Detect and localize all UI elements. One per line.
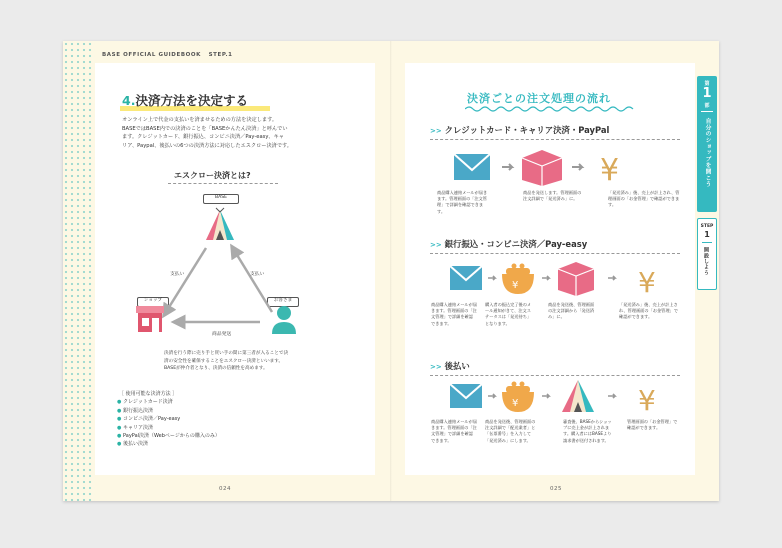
desc-line: 済の安全性を確保することをエスクロー決済といいます。 bbox=[164, 358, 284, 364]
flow-caption: 購入者の振込完了後のメール通知がきて、注文ステータスは「発送待ち」となります。 bbox=[485, 302, 532, 326]
arrow-icon bbox=[572, 164, 582, 170]
arrow-icon bbox=[608, 394, 615, 398]
running-header bbox=[102, 52, 233, 58]
flow-row-1 bbox=[450, 148, 680, 188]
flow-caption: 商品購入連絡メールが届きます。管理画面の「注文管理」で詳細を確認できます。 bbox=[437, 190, 488, 214]
list-item: ● コンビニ決済／Pay-easy bbox=[117, 416, 181, 423]
chapter-suffix: 部 bbox=[704, 103, 710, 109]
list-item: ● PayPal決済（Webページからの購入のみ） bbox=[117, 433, 220, 440]
tab-divider bbox=[701, 111, 713, 112]
step-tab-label: STEP bbox=[700, 224, 714, 229]
step-divider bbox=[702, 242, 712, 243]
yen-icon: ¥ bbox=[600, 153, 620, 188]
ship-label: 商品発送 bbox=[212, 332, 232, 337]
purse-icon bbox=[502, 382, 534, 413]
person-icon bbox=[272, 306, 296, 334]
pay-label-left: 支払い bbox=[170, 272, 185, 277]
guide-title: BASE OFFICIAL GUIDEBOOK bbox=[102, 52, 202, 58]
pay-label-right: 支払い bbox=[250, 272, 265, 277]
list-item: ● クレジットカード決済 bbox=[117, 399, 173, 406]
shop-icon bbox=[136, 306, 164, 332]
escrow-underline bbox=[168, 181, 278, 184]
escrow-diagram bbox=[130, 200, 305, 350]
step-tab[interactable] bbox=[697, 218, 717, 290]
title-wave bbox=[465, 106, 635, 112]
intro-line: BASEではBASE内での決済のことを「BASEかんたん決済」と呼んでい bbox=[122, 125, 288, 132]
section-divider bbox=[430, 253, 680, 254]
pay-arrow-right bbox=[234, 250, 272, 312]
chapter-label: 第 bbox=[704, 81, 710, 87]
mail-icon bbox=[450, 384, 482, 408]
section-heading: >> クレジットカード・キャリア決済・PayPal bbox=[430, 125, 610, 135]
purse-icon bbox=[502, 264, 534, 295]
flow-caption: 「発送済み」後、売上が計上され、管理画面の「お金管理」で確認ができます。 bbox=[608, 190, 680, 208]
page-title bbox=[122, 91, 248, 109]
arrow-icon bbox=[542, 394, 549, 398]
flow-caption: 商品を発送します。管理画面の注文詳細で「発送済み」に。 bbox=[523, 190, 582, 202]
flow-caption: 商品を発送後、管理画面の注文詳細で「配送業者」と「伝票番号」を入力して「発送済み」にします。 bbox=[485, 419, 536, 443]
mail-icon bbox=[454, 154, 490, 180]
section-heading: >> 後払い bbox=[430, 361, 470, 371]
title-number: 4. bbox=[122, 93, 136, 108]
step-label: STEP.1 bbox=[208, 52, 233, 58]
mail-icon bbox=[450, 266, 482, 290]
arrow-icon bbox=[608, 276, 615, 280]
escrow-heading: エスクロー決済とは? bbox=[174, 171, 251, 180]
svg-text:¥: ¥ bbox=[512, 398, 519, 409]
chapter-title: 自分のショップを開こう bbox=[704, 118, 710, 188]
flow-caption: 商品購入連絡メールが届きます。管理画面の「注文管理」で詳細を確認できます。 bbox=[431, 302, 477, 326]
tent-icon bbox=[562, 380, 594, 412]
desc-line: 決済を行う際に売り手と買い手の間に第三者が入ることで決 bbox=[164, 351, 289, 356]
svg-text:¥: ¥ bbox=[512, 280, 519, 291]
section-heading: >> 銀行振込・コンビニ決済／Pay-easy bbox=[430, 239, 588, 249]
box-icon bbox=[558, 262, 594, 296]
title-text: 決済方法を決定する bbox=[135, 93, 248, 108]
pay-arrow-left bbox=[166, 248, 206, 312]
arrow-icon bbox=[502, 164, 512, 170]
flow-caption: 商品購入連絡メールが届きます。管理画面の「注文管理」で詳細を確認できます。 bbox=[431, 419, 477, 443]
arrow-icon bbox=[488, 276, 495, 280]
chapter-number: 1 bbox=[702, 86, 712, 101]
yen-icon: ¥ bbox=[638, 266, 656, 299]
flow-caption: 管理画面の「お金管理」で確認ができます。 bbox=[627, 419, 678, 431]
chapter-tab[interactable] bbox=[697, 76, 717, 212]
list-item: ● 銀行振込決済 bbox=[117, 407, 153, 414]
tent-icon bbox=[206, 208, 234, 240]
list-item: ● 後払い決済 bbox=[117, 441, 148, 448]
list-heading: ［ 使用可能な決済方法 ］ bbox=[119, 391, 178, 397]
flow-caption: 「発送済み」後、売上が計上され、管理画面の「お金管理」で確認ができます。 bbox=[619, 302, 678, 320]
arrow-icon bbox=[542, 276, 549, 280]
intro-line: ます。クレジットカード、銀行振込、コンビニ決済／Pay-easy、キャ bbox=[122, 134, 284, 141]
list-item: ● キャリア決済 bbox=[117, 424, 153, 431]
section-divider bbox=[430, 139, 680, 140]
step-tab-number: 1 bbox=[704, 230, 710, 239]
flow-row-2 bbox=[448, 260, 688, 300]
flow-caption: 審査後、BASEからショップに売上金が計上されます。購入者にはBASEより請求書が送付されます。 bbox=[563, 419, 612, 443]
customer-label: お客さま bbox=[267, 297, 299, 307]
box-icon bbox=[522, 150, 562, 186]
flow-row-3 bbox=[448, 376, 688, 418]
page-number-right: 025 bbox=[550, 486, 562, 492]
escrow-description bbox=[164, 350, 288, 373]
page-number-left: 024 bbox=[219, 486, 231, 492]
yen-icon: ¥ bbox=[638, 384, 656, 417]
right-title: 決済ごとの注文処理の流れ bbox=[467, 92, 611, 105]
flow-caption: 商品を発送後、管理画面の注文詳細から「発送済み」に。 bbox=[548, 302, 595, 320]
dot-pattern bbox=[63, 41, 95, 501]
step-title: 開設しよう bbox=[703, 247, 709, 276]
intro-text bbox=[122, 116, 292, 150]
base-label: BASE bbox=[203, 194, 239, 204]
intro-line: オンライン上で代金の支払いを済ませるための方法を決定します。 bbox=[122, 117, 278, 123]
intro-line: リア、Paypal、後払いの6つの決済方法に対応したエスクロー決済です。 bbox=[122, 142, 292, 149]
desc-line: BASEが仲介者となり、決済の信頼性を高めます。 bbox=[164, 366, 268, 372]
payment-methods-list bbox=[117, 390, 220, 449]
gutter bbox=[390, 41, 392, 501]
shop-label: ショップ bbox=[137, 297, 169, 307]
arrow-icon bbox=[488, 394, 495, 398]
